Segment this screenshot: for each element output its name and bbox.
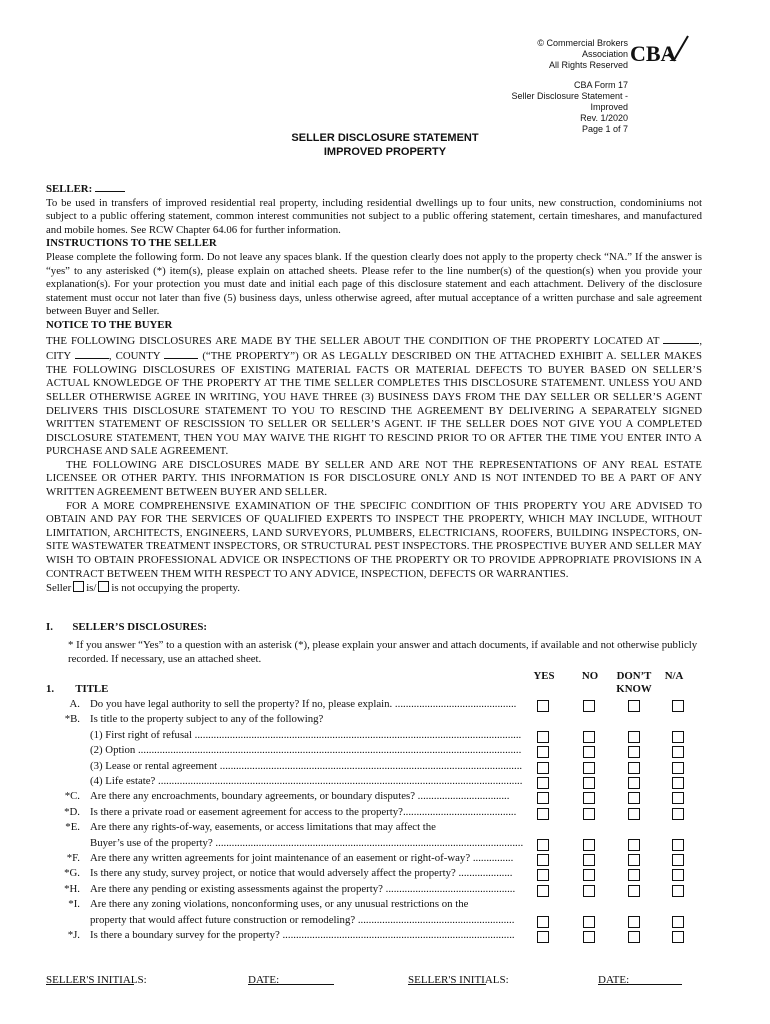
answer-dont-know-checkbox[interactable]: [628, 731, 640, 743]
answer-dont-know-checkbox[interactable]: [628, 885, 640, 897]
answer-na-checkbox[interactable]: [672, 777, 684, 789]
answer-yes-checkbox[interactable]: [537, 931, 549, 943]
is-occupying-checkbox[interactable]: [73, 581, 84, 592]
question-text: property that would affect future construction or remodeling? ..........................................................: [90, 913, 515, 926]
answer-no-checkbox[interactable]: [583, 777, 595, 789]
notice-paragraph-3: FOR A MORE COMPREHENSIVE EXAMINATION OF THE SPECIFIC CONDITION OF THIS PROPERTY YOU ARE ADVISED TO OBTAIN AND PAY FOR THE SERVICES OF QUALIFIED EXPERTS TO INSPECT THE PROPERTY, WHICH MAY INCLUDE, WITHOUT LIMITATION, ARCHITECTS, ENGINEERS, LAND SURVEYORS, PLUMBERS, ELECTRICIANS, ROOFERS, BUILDING INSPECTORS, ON-SITE WASTEWATER TREATMENT INSPECTORS, OR STRUCTURAL PEST INSPECTORS. THE PROSPECTIVE BUYER AND SELLER MAY WISH TO OBTAIN PROFESSIONAL ADVICE OR INSPECTIONS OF THE PROPERTY OR TO PROVIDE APPROPRIATE PROVISIONS IN A CONTRACT BETWEEN THEM WITH RESPECT TO ANY ADVICE, INSPECTION, DEFECTS OR WARRANTIES.: [46, 499, 702, 580]
question-text: Are there any written agreements for joint maintenance of an easement or right-of-way? ...............: [90, 852, 514, 864]
answer-no-checkbox[interactable]: [583, 762, 595, 774]
seller-line: [46, 181, 702, 197]
answer-na-checkbox[interactable]: [672, 885, 684, 897]
column-no: NO: [581, 670, 599, 682]
answer-yes-checkbox[interactable]: [537, 854, 549, 866]
answer-na-checkbox[interactable]: [672, 731, 684, 743]
answer-dont-know-checkbox[interactable]: [628, 808, 640, 820]
copyright-line: All Rights Reserved: [548, 60, 628, 71]
section-i-heading: [46, 621, 207, 633]
answer-dont-know-checkbox[interactable]: [628, 931, 640, 943]
is-label: is/: [86, 582, 97, 595]
answer-dont-know-checkbox[interactable]: [628, 700, 640, 712]
answer-dont-know-checkbox[interactable]: [628, 839, 640, 851]
question-row: [0, 775, 770, 789]
answer-yes-checkbox[interactable]: [537, 808, 549, 820]
section-1-title: TITLE: [75, 683, 109, 695]
form-header: [418, 38, 628, 136]
answer-no-checkbox[interactable]: [583, 700, 595, 712]
intro-paragraph: To be used in transfers of improved residential real property, including residential dwellings up to four units, new construction, condominiums not subject to a public offering statement, common interest communities not subject to a public offering statement, certain timeshares, and manufactured and mobile homes. See RCW Chapter 64.06 for further information.: [46, 196, 702, 236]
answer-dont-know-checkbox[interactable]: [628, 762, 640, 774]
answer-no-checkbox[interactable]: [583, 869, 595, 881]
notice-paragraph-1: [46, 333, 702, 459]
answer-na-checkbox[interactable]: [672, 869, 684, 881]
question-row: [0, 867, 770, 881]
date-field-2[interactable]: [598, 974, 682, 985]
section-i-note: * If you answer “Yes” to a question with an asterisk (*), please explain your answer and attach documents, if available and not otherwise publicly recorded. If necessary, use an attached sheet.: [68, 639, 698, 665]
question-code: *E.: [65, 821, 80, 834]
notice-heading: NOTICE TO THE BUYER: [46, 318, 173, 331]
question-row: [0, 760, 770, 774]
question-row: [0, 698, 770, 712]
question-row: [0, 852, 770, 866]
question-row: [0, 729, 770, 743]
county-field[interactable]: [164, 348, 198, 359]
question-code: *I.: [68, 898, 80, 911]
occupancy-seller-label: Seller: [46, 582, 72, 595]
answer-yes-checkbox[interactable]: [537, 731, 549, 743]
county-label: , COUNTY: [108, 350, 161, 363]
answer-na-checkbox[interactable]: [672, 931, 684, 943]
answer-na-checkbox[interactable]: [672, 916, 684, 928]
answer-dont-know-checkbox[interactable]: [628, 869, 640, 881]
copyright-line: © Commercial Brokers: [537, 38, 628, 48]
question-row: [0, 898, 770, 912]
question-row: [0, 744, 770, 758]
answer-yes-checkbox[interactable]: [537, 916, 549, 928]
question-code: A.: [69, 698, 80, 710]
answer-yes-checkbox[interactable]: [537, 762, 549, 774]
question-text: (2) Option ..............................................................................................................................................: [90, 744, 522, 757]
title-sub: IMPROVED PROPERTY: [323, 146, 447, 158]
question-text: Do you have legal authority to sell the property? If no, please explain. .............................................: [90, 698, 517, 710]
answer-na-checkbox[interactable]: [672, 792, 684, 804]
question-row: [0, 806, 770, 820]
question-text: (1) First right of refusal .........................................................................................................................: [90, 728, 522, 741]
answer-dont-know-checkbox[interactable]: [628, 777, 640, 789]
occupancy-line: [46, 581, 702, 596]
column-yes: YES: [533, 670, 555, 682]
is-not-occupying-checkbox[interactable]: [98, 581, 109, 592]
answer-no-checkbox[interactable]: [583, 792, 595, 804]
answer-dont-know-checkbox[interactable]: [628, 792, 640, 804]
answer-na-checkbox[interactable]: [672, 839, 684, 851]
answer-na-checkbox[interactable]: [672, 854, 684, 866]
section-1-number: 1.: [46, 683, 55, 695]
notice-p1-start: THE FOLLOWING DISCLOSURES ARE MADE BY THE SELLER ABOUT THE CONDITION OF THE PROPERTY LOCATED AT: [46, 334, 660, 347]
answer-no-checkbox[interactable]: [583, 885, 595, 897]
notice-p1-rest: (“THE PROPERTY”) OR AS LEGALLY DESCRIBED ON THE ATTACHED EXHIBIT A. SELLER MAKES THE FOLLOWING DISCLOSURES OF EXISTING MATERIAL FACTS OR MATERIAL DEFECTS TO BUYER BASED ON SELLER’S ACTUAL KNOWLEDGE OF THE PROPERTY AT THE TIME SELLER COMPLETES THIS DISCLOSURE STATEMENT. UNLESS YOU AND SELLER OTHERWISE AGREE IN WRITING, YOU HAVE THREE (3) BUSINESS DAYS FROM THE DAY SELLER OR SELLER’S AGENT DELIVERS THIS DISCLOSURE STATEMENT TO YOU TO RESCIND THE AGREEMENT BY DELIVERING A SEPARATELY SIGNED WRITTEN STATEMENT OF RESCISSION TO SELLER OR SELLER’S AGENT. IF THE SELLER DOES NOT GIVE YOU A COMPLETED DISCLOSURE STATEMENT, THEN YOU MAY WAIVE THE RIGHT TO RESCIND PRIOR TO OR AFTER THE TIME YOU ENTER INTO A PURCHASE AND SALE AGREEMENT.: [46, 350, 702, 458]
instructions-paragraph: Please complete the following form. Do not leave any spaces blank. If the question clearly does not apply to the property check “NA.” If the answer is “yes” to any asterisked (*) item(s), please explain on attached sheets. Please refer to the line number(s) of the question(s) when you provide your explanation(s). For your protection you must date and initial each page of this disclosure statement and each attachment. Delivery of the disclosure statement must occur not later than five (5) business days, unless otherwise agreed, after mutual acceptance of a written purchase and sale agreement between Buyer and Seller.: [46, 250, 702, 318]
answer-na-checkbox[interactable]: [672, 746, 684, 758]
answer-yes-checkbox[interactable]: [537, 746, 549, 758]
question-code: *D.: [64, 805, 80, 818]
question-row: [0, 821, 770, 835]
question-row: [0, 837, 770, 851]
cba-logo: [630, 34, 692, 68]
section-i-title: SELLER’S DISCLOSURES:: [72, 621, 208, 633]
answer-yes-checkbox[interactable]: [537, 700, 549, 712]
question-text: Are there any encroachments, boundary agreements, or boundary disputes? ..................................: [90, 790, 510, 803]
is-not-label: is not occupying the property.: [111, 582, 240, 595]
answer-yes-checkbox[interactable]: [537, 777, 549, 789]
question-code: *H.: [64, 882, 80, 895]
question-text: Is there a boundary survey for the property? ......................................................................................: [90, 929, 515, 941]
answer-na-checkbox[interactable]: [672, 762, 684, 774]
answer-no-checkbox[interactable]: [583, 808, 595, 820]
answer-no-checkbox[interactable]: [583, 931, 595, 943]
question-row: [0, 790, 770, 804]
form-id-line: CBA Form 17: [573, 79, 628, 90]
address-field[interactable]: [663, 333, 699, 344]
question-code: *G.: [64, 867, 80, 880]
instructions-heading: INSTRUCTIONS TO THE SELLER: [46, 237, 217, 250]
answer-no-checkbox[interactable]: [583, 746, 595, 758]
page-number: Page 1 of 7: [581, 124, 628, 135]
seller-label: SELLER:: [46, 183, 93, 195]
form-revision: Rev. 1/2020: [580, 113, 628, 124]
column-dont-know-line1: DON’T: [616, 670, 652, 682]
section-i-number: I.: [46, 621, 53, 633]
question-text: Buyer’s use of the property? ..................................................................................................................: [90, 836, 524, 849]
question-text: (4) Life estate? .......................................................................................................................................: [90, 775, 523, 787]
seller-name-field[interactable]: [95, 181, 125, 192]
question-code: *F.: [66, 852, 80, 864]
answer-no-checkbox[interactable]: [583, 916, 595, 928]
notice-paragraph-2: THE FOLLOWING ARE DISCLOSURES MADE BY SELLER AND ARE NOT THE REPRESENTATIONS OF ANY REAL ESTATE LICENSEE OR OTHER PARTY. THIS INFORMATION IS FOR DISCLOSURE ONLY AND IS NOT INTENDED TO BE A PART OF ANY WRITTEN AGREEMENT BETWEEN BUYER AND SELLER.: [46, 458, 702, 499]
column-dont-know: [611, 670, 657, 696]
document-title: [180, 131, 590, 159]
copyright-line: Association: [581, 49, 628, 60]
title-main: SELLER DISCLOSURE STATEMENT: [291, 132, 479, 144]
logo-text: CBA: [630, 41, 677, 66]
answer-dont-know-checkbox[interactable]: [628, 746, 640, 758]
date-label-2: DATE:: [598, 974, 630, 986]
answer-yes-checkbox[interactable]: [537, 885, 549, 897]
question-row: [0, 883, 770, 897]
question-code: *J.: [67, 929, 80, 941]
answer-na-checkbox[interactable]: [672, 700, 684, 712]
question-text: Is there any study, survey project, or notice that would adversely affect the property? ....................: [90, 867, 513, 880]
city-field[interactable]: [75, 348, 109, 359]
form-id-line: Improved: [590, 102, 628, 113]
answer-yes-checkbox[interactable]: [537, 792, 549, 804]
answer-dont-know-checkbox[interactable]: [628, 916, 640, 928]
answer-dont-know-checkbox[interactable]: [628, 854, 640, 866]
question-text: Is there a private road or easement agreement for access to the property?..........................................: [90, 805, 517, 818]
question-text: Is title to the property subject to any of the following?: [90, 713, 324, 726]
answer-na-checkbox[interactable]: [672, 808, 684, 820]
answer-no-checkbox[interactable]: [583, 731, 595, 743]
question-row: [0, 929, 770, 943]
document-body: [46, 181, 702, 596]
column-na: N/A: [664, 670, 684, 682]
question-code: *C.: [64, 790, 80, 803]
column-dont-know-line2: KNOW: [616, 683, 652, 695]
answer-no-checkbox[interactable]: [583, 854, 595, 866]
initials-field-2[interactable]: [408, 974, 486, 985]
section-1-heading: [46, 683, 108, 696]
date-field-1[interactable]: [248, 974, 334, 985]
question-row: [0, 713, 770, 727]
date-label-1: DATE:: [248, 974, 280, 986]
initials-label-2: SELLER'S INITIALS:: [408, 974, 509, 986]
answer-yes-checkbox[interactable]: [537, 839, 549, 851]
initials-label-1: SELLER'S INITIALS:: [46, 974, 147, 986]
form-id-line: Seller Disclosure Statement -: [511, 90, 628, 101]
city-label: , CITY: [46, 334, 703, 363]
question-text: Are there any zoning violations, nonconforming uses, or any unusual restrictions on the: [90, 898, 469, 911]
question-text: (3) Lease or rental agreement ................................................................................................................: [90, 759, 523, 772]
question-code: *B.: [64, 713, 80, 726]
question-text: Are there any rights-of-way, easements, or access limitations that may affect the: [90, 821, 436, 834]
answer-no-checkbox[interactable]: [583, 839, 595, 851]
initials-field-1[interactable]: [46, 974, 134, 985]
question-text: Are there any pending or existing assessments against the property? ................................................: [90, 882, 516, 895]
answer-yes-checkbox[interactable]: [537, 869, 549, 881]
question-row: [0, 914, 770, 928]
